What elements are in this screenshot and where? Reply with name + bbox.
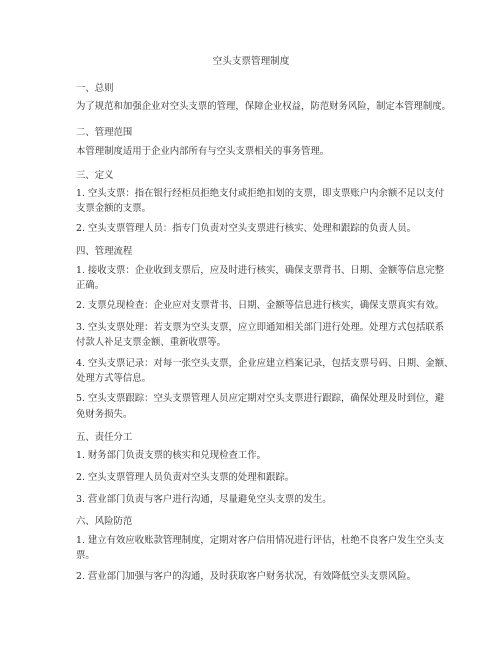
paragraph-line: 付款人补足支票金额、重新收票等。 [76,337,227,348]
paragraph-line: 支票金额的支票。 [76,203,152,214]
section-heading: 一、总则 [76,83,114,94]
paragraph-line: 免财务损失。 [76,409,133,420]
paragraph-line: 1. 财务部门负责支票的核实和兑现检查工作。 [76,450,267,461]
paragraph-line: 4. 空头支票记录：对每一张空头支票，企业应建立档案记录，包括支票号码、日期、金额、 [76,358,454,369]
paragraph-line: 处理方式等信息。 [76,373,152,384]
paragraph-line: 3. 空头支票处理：若支票为空头支票，应立即通知相关部门进行处理。处理方式包括联系 [76,322,445,333]
paragraph-line: 本管理制度适用于企业内部所有与空头支票相关的事务管理。 [76,146,330,157]
paragraph-line: 为了规范和加强企业对空头支票的管理，保障企业权益，防范财务风险，制定本管理制度。 [76,101,452,112]
paragraph-line: 2. 营业部门加强与客户的沟通，及时获取客户财务状况，有效降低空头支票风险。 [76,571,417,582]
section-heading: 四、管理流程 [76,246,133,257]
paragraph-line: 1. 空头支票：指在银行经柜员拒绝支付或拒绝扣划的支票，即支票账户内余额不足以支付 [76,188,445,199]
paragraph-line: 1. 接收支票：企业收到支票后，应及时进行核实，确保支票背书、日期、金额等信息完整 [76,265,445,276]
document-title: 空头支票管理制度 [212,56,290,67]
paragraph-line: 5. 空头支票跟踪：空头支票管理人员应定期对空头支票进行跟踪，确保处理及时到位，避 [76,393,445,404]
paragraph-line: 3. 营业部门负责与客户进行沟通，尽量避免空头支票的发生。 [76,494,332,505]
paragraph-line: 1. 建立有效应收账款管理制度，定期对客户信用情况进行评估，杜绝不良客户发生空头支 [76,535,445,546]
section-heading: 六、风险防范 [76,516,133,527]
paragraph-line: 票。 [76,550,95,561]
section-heading: 三、定义 [76,170,114,181]
paragraph-line: 2. 空头支票管理人员负责对空头支票的处理和跟踪。 [76,472,295,483]
section-heading: 五、责任分工 [76,432,133,443]
section-heading: 二、管理范围 [76,127,133,138]
paragraph-line: 2. 支票兑现检查：企业应对支票背书、日期、金额等信息进行核实，确保支票真实有效。 [76,300,445,311]
paragraph-line: 2. 空头支票管理人员：指专门负责对空头支票进行核实、处理和跟踪的负责人员。 [76,223,417,234]
paragraph-line: 正确。 [76,280,105,291]
